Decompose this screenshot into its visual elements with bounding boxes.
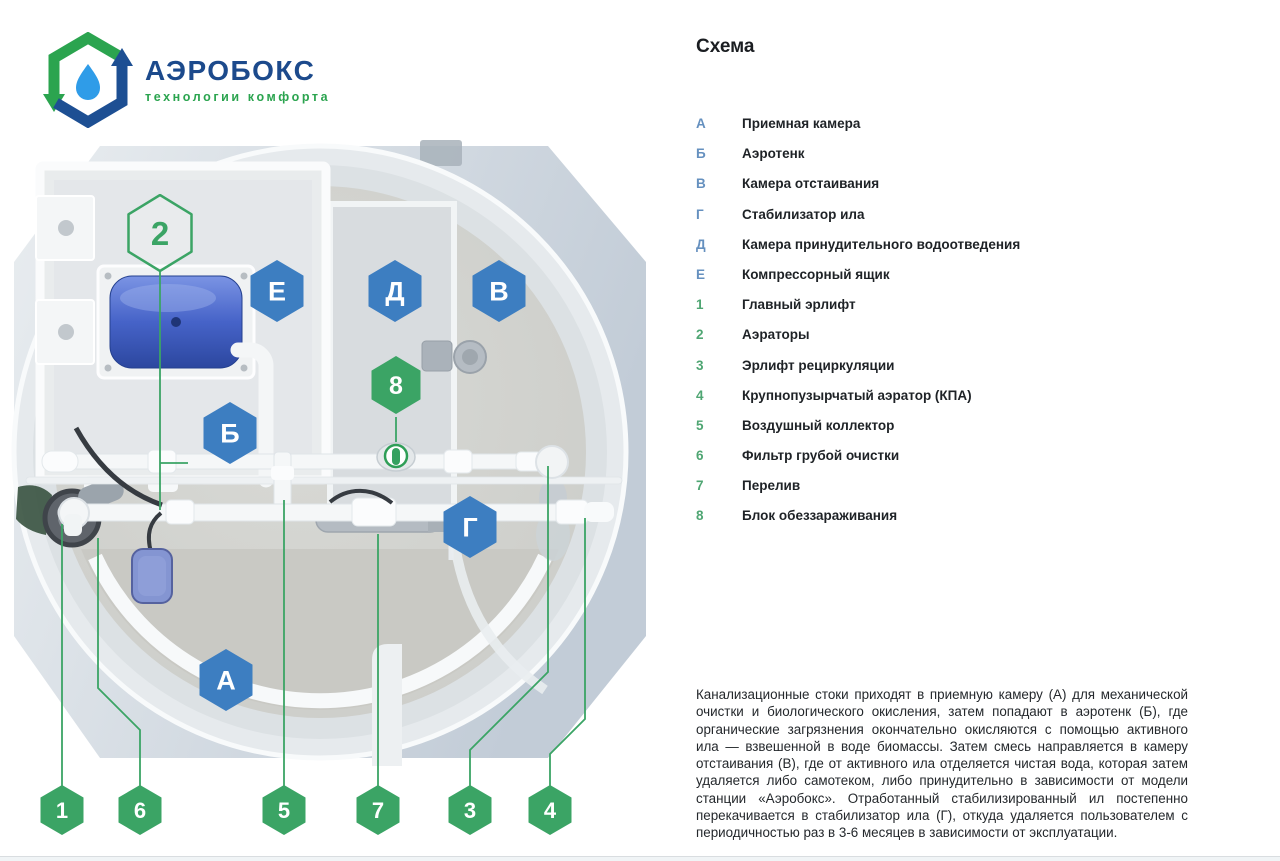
legend-label: Воздушный коллектор (742, 417, 895, 433)
legend-key: В (696, 176, 706, 192)
marker-hex-7 (355, 784, 401, 841)
brand-tagline: технологии комфорта (145, 89, 331, 104)
legend-key: 3 (696, 357, 704, 373)
legend-key: 5 (696, 417, 704, 433)
svg-text:2: 2 (150, 214, 170, 252)
svg-text:В: В (489, 276, 509, 307)
legend-label: Компрессорный ящик (742, 266, 890, 282)
svg-text:4: 4 (543, 797, 557, 823)
legend-item (696, 207, 1196, 237)
svg-text:3: 3 (463, 797, 477, 823)
legend-item (696, 448, 1196, 478)
legend-key: 4 (696, 387, 704, 403)
legend-key: Б (696, 146, 706, 162)
legend-key: 6 (696, 448, 704, 464)
svg-text:Б: Б (220, 418, 240, 449)
legend-label: Эрлифт рециркуляции (742, 357, 895, 373)
legend-label: Блок обеззараживания (742, 508, 898, 524)
legend-key: 2 (696, 327, 704, 343)
legend-label: Аэротенк (742, 146, 805, 162)
marker-hex-4 (527, 784, 573, 841)
station-diagram (0, 128, 660, 861)
marker-hex-3 (447, 784, 493, 841)
legend-item (696, 418, 1196, 448)
marker-hex-Е (249, 259, 305, 328)
svg-text:Е: Е (267, 276, 287, 307)
legend-label: Приемная камера (742, 116, 861, 131)
legend-item (696, 508, 1196, 538)
description-paragraph: Канализационные стоки приходят в приемную камеру (А) для механической очистки и биологического окисления, затем попадают в аэротенк (Б), где органические загрязнения окончательно окисляются с помощью активного ила — взвешенной в воде биомассы. Затем смесь направляется в камеру отстаивания (В), где от активного ила отделяется чистая вода, которая затем удаляется либо самотеком, либо принудительно в зависимости от модели станции «Аэробокс». Отработанный стабилизированный ил постепенно перекачивается в стабилизатор ила (Г), откуда удаляется пользователем с периодичностью раз в 3-6 месяцев в зависимости от эксплуатации. (696, 687, 1188, 841)
marker-hex-Б (202, 401, 258, 470)
svg-text:Д: Д (385, 276, 405, 307)
legend-key: А (696, 116, 706, 131)
legend-item (696, 176, 1196, 206)
legend-item (696, 116, 1196, 146)
marker-hex-Д (367, 259, 423, 328)
legend-item (696, 267, 1196, 297)
marker-hex-5 (261, 784, 307, 841)
marker-hex-Г (442, 495, 498, 564)
legend-label: Перелив (742, 478, 801, 494)
legend-key: Е (696, 266, 706, 282)
svg-text:8: 8 (389, 372, 403, 400)
legend-key: 1 (696, 297, 704, 313)
legend-label: Камера отстаивания (742, 176, 880, 192)
bottom-strip (0, 856, 1280, 861)
legend-item (696, 388, 1196, 418)
legend-label: Аэраторы (742, 327, 810, 343)
legend-key: 8 (696, 508, 704, 524)
legend-label: Камера принудительного водоотведения (742, 236, 1021, 252)
legend-label: Фильтр грубой очистки (742, 448, 900, 464)
legend-label: Стабилизатор ила (742, 206, 865, 222)
legend-item (696, 146, 1196, 176)
marker-hex-6 (117, 784, 163, 841)
marker-hex-8 (370, 355, 422, 420)
legend-item (696, 358, 1196, 388)
legend-item (696, 237, 1196, 267)
svg-text:5: 5 (277, 797, 291, 823)
brand-name: АЭРОБОКС (145, 54, 316, 86)
marker-hex-В (471, 259, 527, 328)
legend-key: Д (696, 236, 706, 252)
legend-item (696, 478, 1196, 508)
schema-title: Схема (696, 36, 755, 57)
marker-hex-1 (39, 784, 85, 841)
marker-hex-2 (127, 194, 193, 277)
legend-label: Главный эрлифт (742, 297, 856, 313)
legend-item (696, 297, 1196, 327)
svg-text:7: 7 (371, 797, 385, 823)
legend-item (696, 327, 1196, 357)
legend-key: Г (696, 206, 704, 222)
legend-list (696, 116, 1196, 539)
legend-label: Крупнопузырчатый аэратор (КПА) (742, 387, 972, 403)
svg-text:А: А (216, 665, 236, 696)
svg-text:1: 1 (55, 797, 69, 823)
legend-key: 7 (696, 478, 704, 494)
svg-text:Г: Г (462, 512, 478, 543)
marker-hex-А (198, 648, 254, 717)
svg-text:6: 6 (133, 797, 147, 823)
